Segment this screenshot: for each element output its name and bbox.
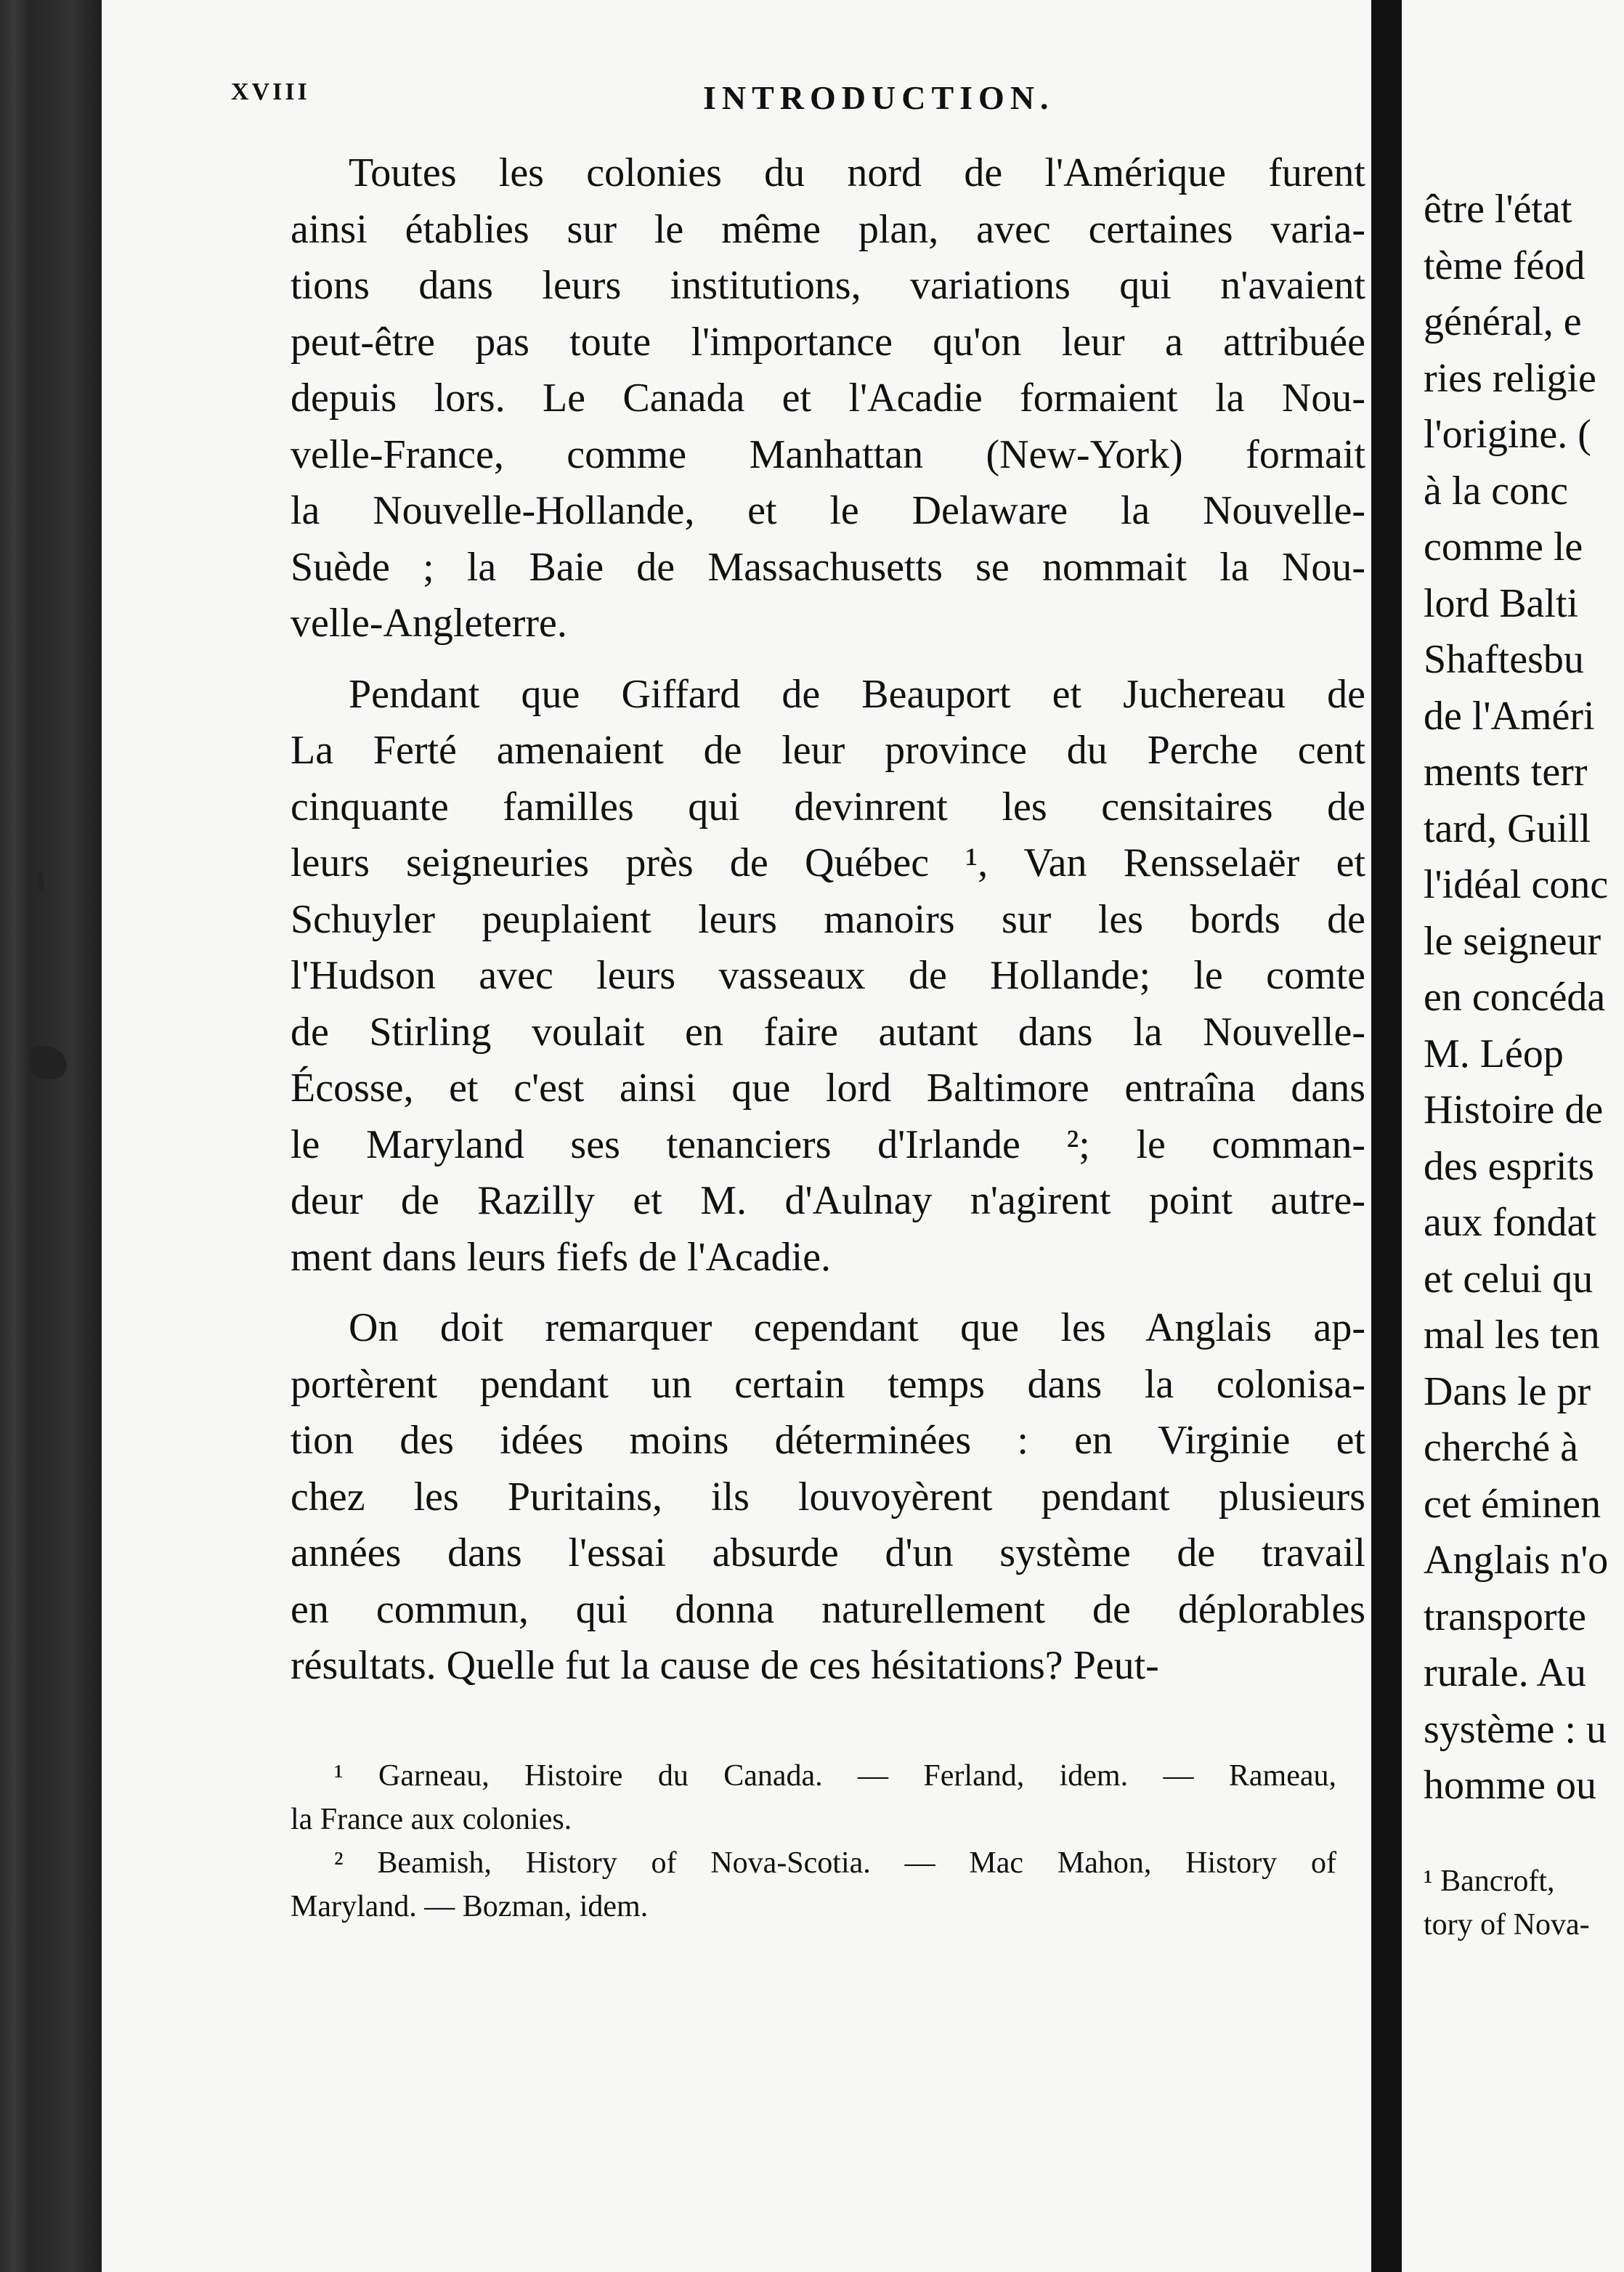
footnote-line: Maryland. — Bozman, idem. — [291, 1890, 649, 1923]
text-line: transporte — [1424, 1594, 1586, 1639]
text-line: ment dans leurs fiefs de l'Acadie. — [291, 1234, 832, 1280]
paragraph — [291, 145, 1365, 652]
text-line: Shaftesbu — [1424, 637, 1584, 682]
text-line: le Maryland ses tenanciers d'Irlande ²; le comman- — [291, 1121, 1365, 1167]
text-line: Histoire de — [1424, 1087, 1604, 1132]
text-line: cet éminen — [1424, 1481, 1601, 1527]
text-line: M. Léop — [1424, 1031, 1564, 1076]
text-line: tard, Guill — [1424, 806, 1591, 851]
text-line: être l'état — [1424, 187, 1572, 232]
text-line: rurale. Au — [1424, 1650, 1586, 1695]
text-line: ries religie — [1424, 355, 1596, 401]
text-line: le seigneur — [1424, 918, 1601, 964]
text-line: mal les ten — [1424, 1313, 1600, 1358]
text-line: de l'Améri — [1424, 693, 1595, 739]
footnote-line: tory of Nova- — [1424, 1908, 1590, 1942]
text-line: portèrent pendant un certain temps dans la colonisa- — [291, 1361, 1365, 1407]
text-line: général, e — [1424, 299, 1582, 344]
text-line: Toutes les colonies du nord de l'Amérique furent — [349, 150, 1365, 195]
text-line: aux fondat — [1424, 1200, 1596, 1245]
text-line: On doit remarquer cependant que les Anglais ap- — [349, 1305, 1365, 1350]
page-number: XVIII — [231, 78, 310, 105]
paragraph — [291, 667, 1365, 1286]
text-line: Écosse, et c'est ainsi que lord Baltimore entraîna dans — [291, 1066, 1365, 1111]
text-line: chez les Puritains, ils louvoyèrent pendant plusieurs — [291, 1474, 1365, 1520]
text-line: Suède ; la Baie de Massachusetts se nommait la Nou- — [291, 544, 1365, 590]
text-line: Pendant que Giffard de Beauport et Juchereau de — [349, 671, 1365, 717]
paragraph — [291, 1300, 1365, 1695]
text-line: Dans le pr — [1424, 1368, 1591, 1414]
text-line: de Stirling voulait en faire autant dans la Nouvelle- — [291, 1009, 1365, 1055]
footnotes — [291, 1754, 1336, 1928]
text-line: à la conc — [1424, 468, 1568, 514]
text-line: la Nouvelle-Hollande, et le Delaware la Nouvelle- — [291, 488, 1365, 533]
page-edge-stack — [0, 0, 102, 2272]
text-line: comme le — [1424, 524, 1583, 569]
text-line: peut-être pas toute l'importance qu'on leur a attribuée — [291, 319, 1365, 365]
text-line: velle-France, comme Manhattan (New-York) formait — [291, 431, 1365, 477]
text-line: ments terr — [1424, 750, 1588, 795]
text-line: ainsi établies sur le même plan, avec certaines varia- — [291, 206, 1365, 252]
text-line: depuis lors. Le Canada et l'Acadie formaient la Nou- — [291, 376, 1365, 421]
text-line: années dans l'essai absurde d'un système de travail — [291, 1530, 1365, 1575]
text-line: velle-Angleterre. — [291, 601, 567, 646]
text-line: des esprits — [1424, 1143, 1594, 1189]
text-line: Anglais n'o — [1424, 1538, 1609, 1583]
running-title: INTRODUCTION. — [703, 79, 1055, 116]
text-line: leurs seigneuries près de Québec ¹, Van Rensselaër et — [291, 840, 1365, 885]
text-line: deur de Razilly et M. d'Aulnay n'agirent point autre- — [291, 1178, 1365, 1223]
text-line: en concéda — [1424, 975, 1606, 1020]
text-line: résultats. Quelle fut la cause de ces hésitations? Peut- — [291, 1643, 1159, 1688]
text-line: l'origine. ( — [1424, 412, 1591, 457]
running-head — [231, 78, 1364, 122]
right-page-footnotes — [1424, 1859, 1624, 1947]
text-line: La Ferté amenaient de leur province du Perche cent — [291, 728, 1365, 773]
text-line: l'idéal conc — [1424, 862, 1609, 907]
text-line: cherché à — [1424, 1425, 1578, 1470]
text-line: homme ou — [1424, 1763, 1596, 1808]
right-page-text — [1424, 182, 1624, 1814]
text-line: et celui qu — [1424, 1256, 1593, 1302]
footnote-line: ² Beamish, History of Nova-Scotia. — Mac Mahon, History of — [334, 1846, 1336, 1880]
text-line: tème féod — [1424, 243, 1586, 288]
footnote-line: ¹ Bancroft, — [1424, 1865, 1555, 1898]
text-line: tion des idées moins déterminées : en Virginie et — [291, 1418, 1365, 1463]
text-line: l'Hudson avec leurs vasseaux de Hollande; le comte — [291, 953, 1365, 998]
text-line: cinquante familles qui devinrent les censitaires de — [291, 784, 1365, 829]
text-line: tions dans leurs institutions, variations qui n'avaient — [291, 263, 1365, 308]
footnote-line: la France aux colonies. — [291, 1803, 572, 1836]
text-line: lord Balti — [1424, 580, 1579, 626]
text-line: en commun, qui donna naturellement de déplorables — [291, 1586, 1365, 1632]
text-line: système : u — [1424, 1706, 1607, 1752]
text-line: Schuyler peuplaient leurs manoirs sur les bords de — [291, 896, 1365, 942]
body-text — [291, 145, 1365, 1709]
footnote-line: ¹ Garneau, Histoire du Canada. — Ferland, idem. — Rameau, — [334, 1759, 1336, 1793]
scan-speck — [38, 872, 44, 890]
